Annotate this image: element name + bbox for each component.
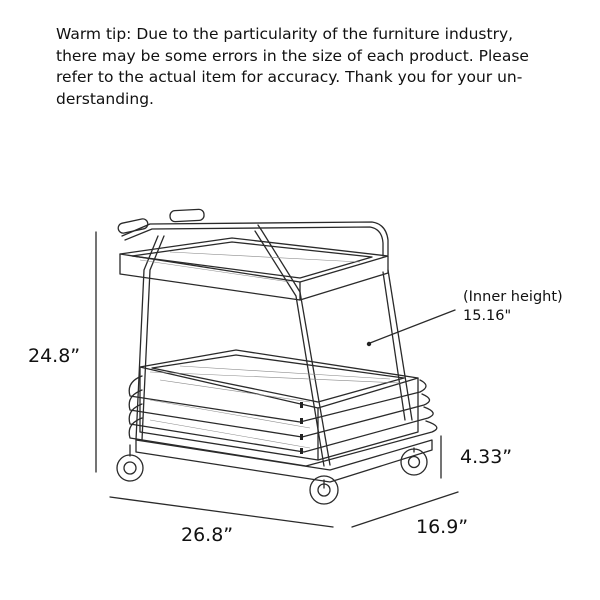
front-frame-tube <box>258 225 330 465</box>
lower-shelf <box>140 350 418 408</box>
tip-line-4: derstanding. <box>56 89 154 108</box>
tip-line-2: there may be some errors in the size of each product. Please <box>56 46 529 65</box>
inner-height-leader-line <box>370 310 455 343</box>
inner-height-caption: (Inner height) <box>463 289 563 305</box>
inner-height-marker <box>367 342 371 346</box>
tip-line-3: refer to the actual item for accuracy. Thank you for your un- <box>56 68 523 86</box>
tip-line-1: Warm tip: Due to the particularity of the furniture industry, <box>56 25 514 43</box>
inner-height-value: 15.16" <box>463 308 512 324</box>
base-plate <box>136 440 432 482</box>
depth-dimension-label: 16.9” <box>416 516 469 538</box>
base-height-dimension-label: 4.33” <box>460 446 513 468</box>
height-dimension-label: 24.8” <box>28 345 81 367</box>
front-right-wheel <box>310 476 338 504</box>
back-right-wheel <box>401 448 427 475</box>
front-left-wheel <box>117 445 143 481</box>
cart-handle-grip <box>170 209 205 222</box>
width-dimension-line <box>110 497 333 527</box>
width-dimension-label: 26.8” <box>181 524 234 546</box>
